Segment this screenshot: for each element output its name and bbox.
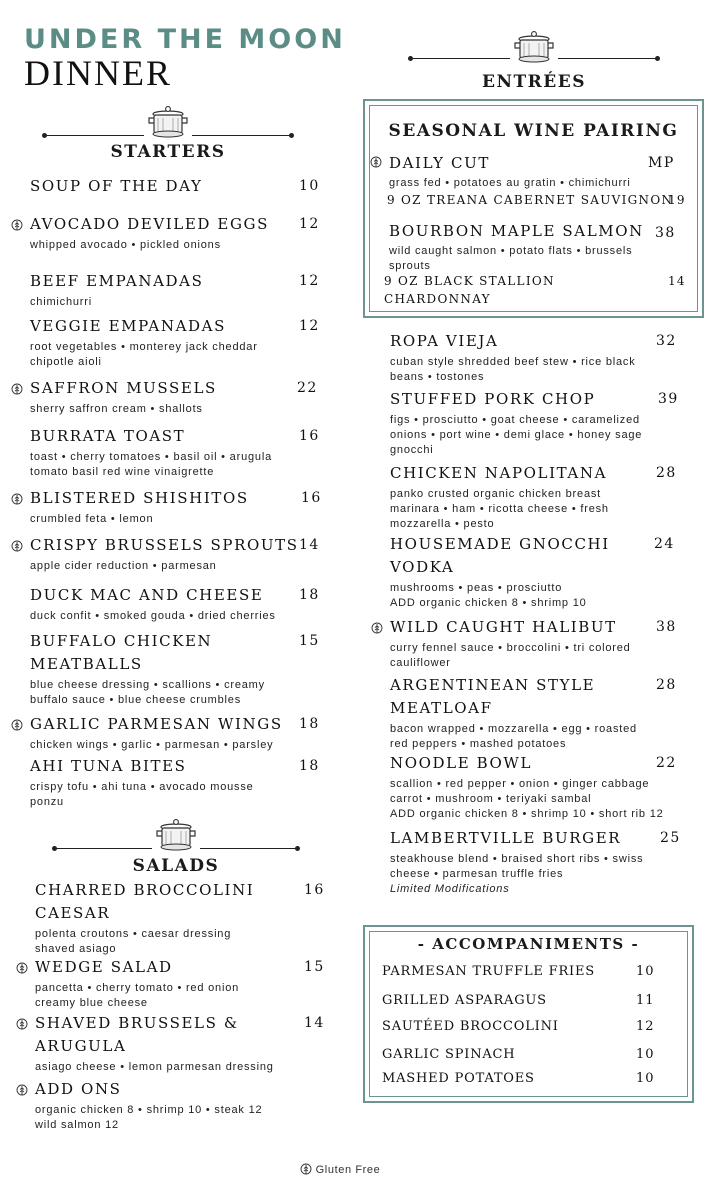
accompaniment-garlic-spinach: GARLIC SPINACH [382, 1047, 516, 1062]
item-description: wild caught salmon • potato flats • brussels sprouts [389, 245, 633, 272]
item-price: 32 [656, 333, 677, 349]
gluten-free-legend [300, 1163, 380, 1176]
item-description: chimichurri [30, 296, 92, 308]
item-price: 18 [299, 758, 320, 774]
item-name: CHICKEN NAPOLITANA [390, 464, 608, 482]
menu-item-chicken-napolitana [390, 462, 640, 532]
menu-item-beef-empanadas [30, 270, 280, 310]
item-price: 12 [299, 216, 320, 232]
item-addon: ADD organic chicken 8 • shrimp 10 • short rib 12 [390, 808, 664, 820]
item-name: BEEF EMPANADAS [30, 272, 204, 290]
accompaniment-parmesan-truffle-fries: PARMESAN TRUFFLE FRIES [382, 964, 595, 979]
salads-title: SALADS [132, 856, 220, 876]
gluten-free-icon [300, 1163, 312, 1175]
pot-icon [152, 815, 200, 855]
item-price: 39 [658, 391, 679, 407]
item-price: 25 [660, 830, 681, 846]
item-name: DUCK MAC AND CHEESE [30, 586, 264, 604]
menu-title: DINNER [24, 53, 172, 93]
item-price: 22 [297, 380, 318, 396]
gluten-free-icon [16, 962, 28, 977]
item-description: scallion • red pepper • onion • ginger cabbage carrot • mushroom • teriyaki sambal [390, 778, 650, 805]
item-price: 12 [299, 318, 320, 334]
accompaniment-price: 10 [636, 1047, 655, 1062]
gluten-free-icon [11, 383, 23, 398]
item-name: BLISTERED SHISHITOS [30, 489, 249, 507]
menu-item-argentinean-style-meatloaf [390, 674, 650, 752]
item-name: VEGGIE EMPANADAS [30, 317, 226, 335]
menu-item-garlic-parmesan-wings [30, 713, 295, 753]
item-name: AHI TUNA BITES [30, 757, 187, 775]
gluten-free-icon [16, 1018, 28, 1033]
menu-item-veggie-empanadas [30, 315, 285, 370]
item-name: CHARRED BROCCOLINI CAESAR [35, 881, 255, 922]
item-price: 12 [299, 273, 320, 289]
accompaniments-title: - ACCOMPANIMENTS - [417, 935, 640, 953]
gluten-free-icon [11, 719, 23, 734]
gluten-free-icon [370, 156, 382, 171]
item-name: CRISPY BRUSSELS SPROUTS [30, 536, 299, 554]
item-description: figs • prosciutto • goat cheese • caramelized onions • port wine • demi glace • honey sage gnocchi [390, 414, 643, 456]
wine-price: 19 [668, 193, 686, 207]
item-price: 28 [656, 465, 677, 481]
item-description: curry fennel sauce • broccolini • tri colored cauliflower [390, 642, 631, 669]
item-name: DAILY CUT [389, 154, 490, 172]
accompaniment-mashed-potatoes: MASHED POTATOES [382, 1071, 535, 1086]
item-price: 15 [299, 633, 320, 649]
item-name: STUFFED PORK CHOP [390, 390, 596, 408]
item-name: ADD ONS [35, 1080, 122, 1098]
item-price: 16 [304, 882, 325, 898]
item-price: MP [648, 155, 675, 171]
item-description: toast • cherry tomatoes • basil oil • arugula tomato basil red wine vinaigrette [30, 451, 272, 478]
entrees-title: ENTRÉES [482, 72, 586, 92]
item-description: blue cheese dressing • scallions • creamy buffalo sauce • blue cheese crumbles [30, 679, 265, 706]
entrees-divider [410, 27, 658, 67]
item-description: cuban style shredded beef stew • rice black beans • tostones [390, 356, 636, 383]
wine-name: 9 OZ TREANA CABERNET SAUVIGNON [387, 193, 674, 207]
item-name: HOUSEMADE GNOCCHI VODKA [390, 535, 610, 576]
menu-item-soup-of-the-day [30, 175, 280, 198]
item-price: 10 [299, 178, 320, 194]
pot-icon [510, 27, 558, 67]
wine-price: 14 [668, 274, 686, 288]
item-name: AVOCADO DEVILED EGGS [30, 215, 269, 233]
item-description: panko crusted organic chicken breast marinara • ham • ricotta cheese • fresh mozzarella • pesto [390, 488, 609, 530]
item-price: 24 [654, 536, 675, 552]
item-name: SHAVED BRUSSELS & ARUGULA [35, 1014, 239, 1055]
menu-item-lambertville-burger [390, 827, 650, 897]
pot-icon [144, 102, 192, 142]
gluten-free-icon [11, 219, 23, 234]
gluten-free-icon [16, 1084, 28, 1099]
item-description: crispy tofu • ahi tuna • avocado mousse ponzu [30, 781, 254, 808]
menu-item-duck-mac-and-cheese [30, 584, 295, 624]
gluten-free-icon [11, 493, 23, 508]
accompaniment-saut-ed-broccolini: SAUTÉED BROCCOLINI [382, 1019, 559, 1034]
item-price: 16 [301, 490, 322, 506]
menu-item-burrata-toast [30, 425, 285, 480]
item-description: pancetta • cherry tomato • red onion creamy blue cheese [35, 982, 240, 1009]
accompaniment-price: 12 [636, 1019, 655, 1034]
item-description: crumbled feta • lemon [30, 513, 154, 525]
item-name: ARGENTINEAN STYLE MEATLOAF [390, 676, 596, 717]
wine-item-daily-cut [389, 152, 689, 191]
item-name: NOODLE BOWL [390, 754, 533, 772]
item-addon: ADD organic chicken 8 • shrimp 10 [390, 597, 587, 609]
item-name: ROPA VIEJA [390, 332, 499, 350]
gluten-free-icon [11, 540, 23, 555]
wine-item-bourbon-maple-salmon [389, 220, 645, 274]
item-price: 16 [299, 428, 320, 444]
item-name: WILD CAUGHT HALIBUT [390, 618, 617, 636]
item-price: 38 [656, 619, 677, 635]
accompaniment-price: 10 [636, 1071, 655, 1086]
item-description: apple cider reduction • parmesan [30, 560, 217, 572]
accompaniment-grilled-asparagus: GRILLED ASPARAGUS [382, 993, 547, 1008]
item-price: 18 [299, 587, 320, 603]
item-price: 18 [299, 716, 320, 732]
item-description: duck confit • smoked gouda • dried cherries [30, 610, 276, 622]
item-price: 15 [304, 959, 325, 975]
gluten-free-icon [371, 622, 383, 637]
menu-item-wedge-salad [35, 956, 260, 1011]
wine-name: 9 OZ BLACK STALLION CHARDONNAY [384, 274, 555, 306]
menu-item-charred-broccolini-caesar [35, 879, 275, 957]
item-description: bacon wrapped • mozzarella • egg • roasted red peppers • mashed potatoes [390, 723, 637, 750]
item-name: BOURBON MAPLE SALMON [389, 222, 644, 240]
accompaniment-price: 11 [636, 993, 655, 1008]
wine-pairing-title: SEASONAL WINE PAIRING [388, 121, 679, 141]
item-description: organic chicken 8 • shrimp 10 • steak 12 wild salmon 12 [35, 1104, 263, 1131]
gluten-free-label: Gluten Free [315, 1164, 381, 1176]
menu-item-wild-caught-halibut [390, 616, 650, 671]
item-price: 28 [656, 677, 677, 693]
menu-item-ropa-vieja [390, 330, 640, 385]
item-name: BUFFALO CHICKEN MEATBALLS [30, 632, 213, 673]
item-price: 14 [299, 537, 320, 553]
restaurant-name: UNDER THE MOON [24, 24, 346, 55]
menu-item-stuffed-pork-chop [390, 388, 650, 458]
menu-item-shaved-brussels-arugula [35, 1012, 275, 1075]
item-price: 14 [304, 1015, 325, 1031]
item-description: root vegetables • monterey jack cheddar chipotle aioli [30, 341, 258, 368]
item-name: SOUP OF THE DAY [30, 177, 203, 195]
item-name: SAFFRON MUSSELS [30, 379, 217, 397]
item-description: whipped avocado • pickled onions [30, 239, 221, 251]
menu-item-buffalo-chicken-meatballs [30, 630, 285, 708]
item-description: steakhouse blend • braised short ribs • swiss cheese • parmesan truffle fries [390, 853, 644, 880]
item-description: sherry saffron cream • shallots [30, 403, 203, 415]
item-price: 38 [655, 225, 676, 241]
item-description: chicken wings • garlic • parmesan • parsley [30, 739, 274, 751]
item-note: Limited Modifications [390, 883, 510, 895]
menu-item-crispy-brussels-sprouts [30, 534, 299, 574]
menu-item-noodle-bowl [390, 752, 680, 822]
salads-divider [54, 815, 298, 855]
item-description: asiago cheese • lemon parmesan dressing [35, 1061, 274, 1073]
starters-divider [44, 102, 292, 142]
item-description: grass fed • potatoes au gratin • chimichurri [389, 177, 631, 189]
menu-item-blistered-shishitos [30, 487, 290, 527]
menu-item-avocado-deviled-eggs [30, 213, 285, 253]
menu-item-ahi-tuna-bites [30, 755, 275, 810]
item-name: WEDGE SALAD [35, 958, 173, 976]
item-name: GARLIC PARMESAN WINGS [30, 715, 283, 733]
item-name: BURRATA TOAST [30, 427, 186, 445]
accompaniment-price: 10 [636, 964, 655, 979]
menu-item-add-ons [35, 1078, 275, 1133]
menu-item-saffron-mussels [30, 377, 280, 417]
item-price: 22 [656, 755, 677, 771]
item-description: mushrooms • peas • prosciutto [390, 582, 563, 594]
item-description: polenta croutons • caesar dressing shaved asiago [35, 928, 232, 955]
item-name: LAMBERTVILLE BURGER [390, 829, 622, 847]
starters-title: STARTERS [110, 142, 226, 162]
menu-item-housemade-gnocchi-vodka [390, 533, 630, 611]
